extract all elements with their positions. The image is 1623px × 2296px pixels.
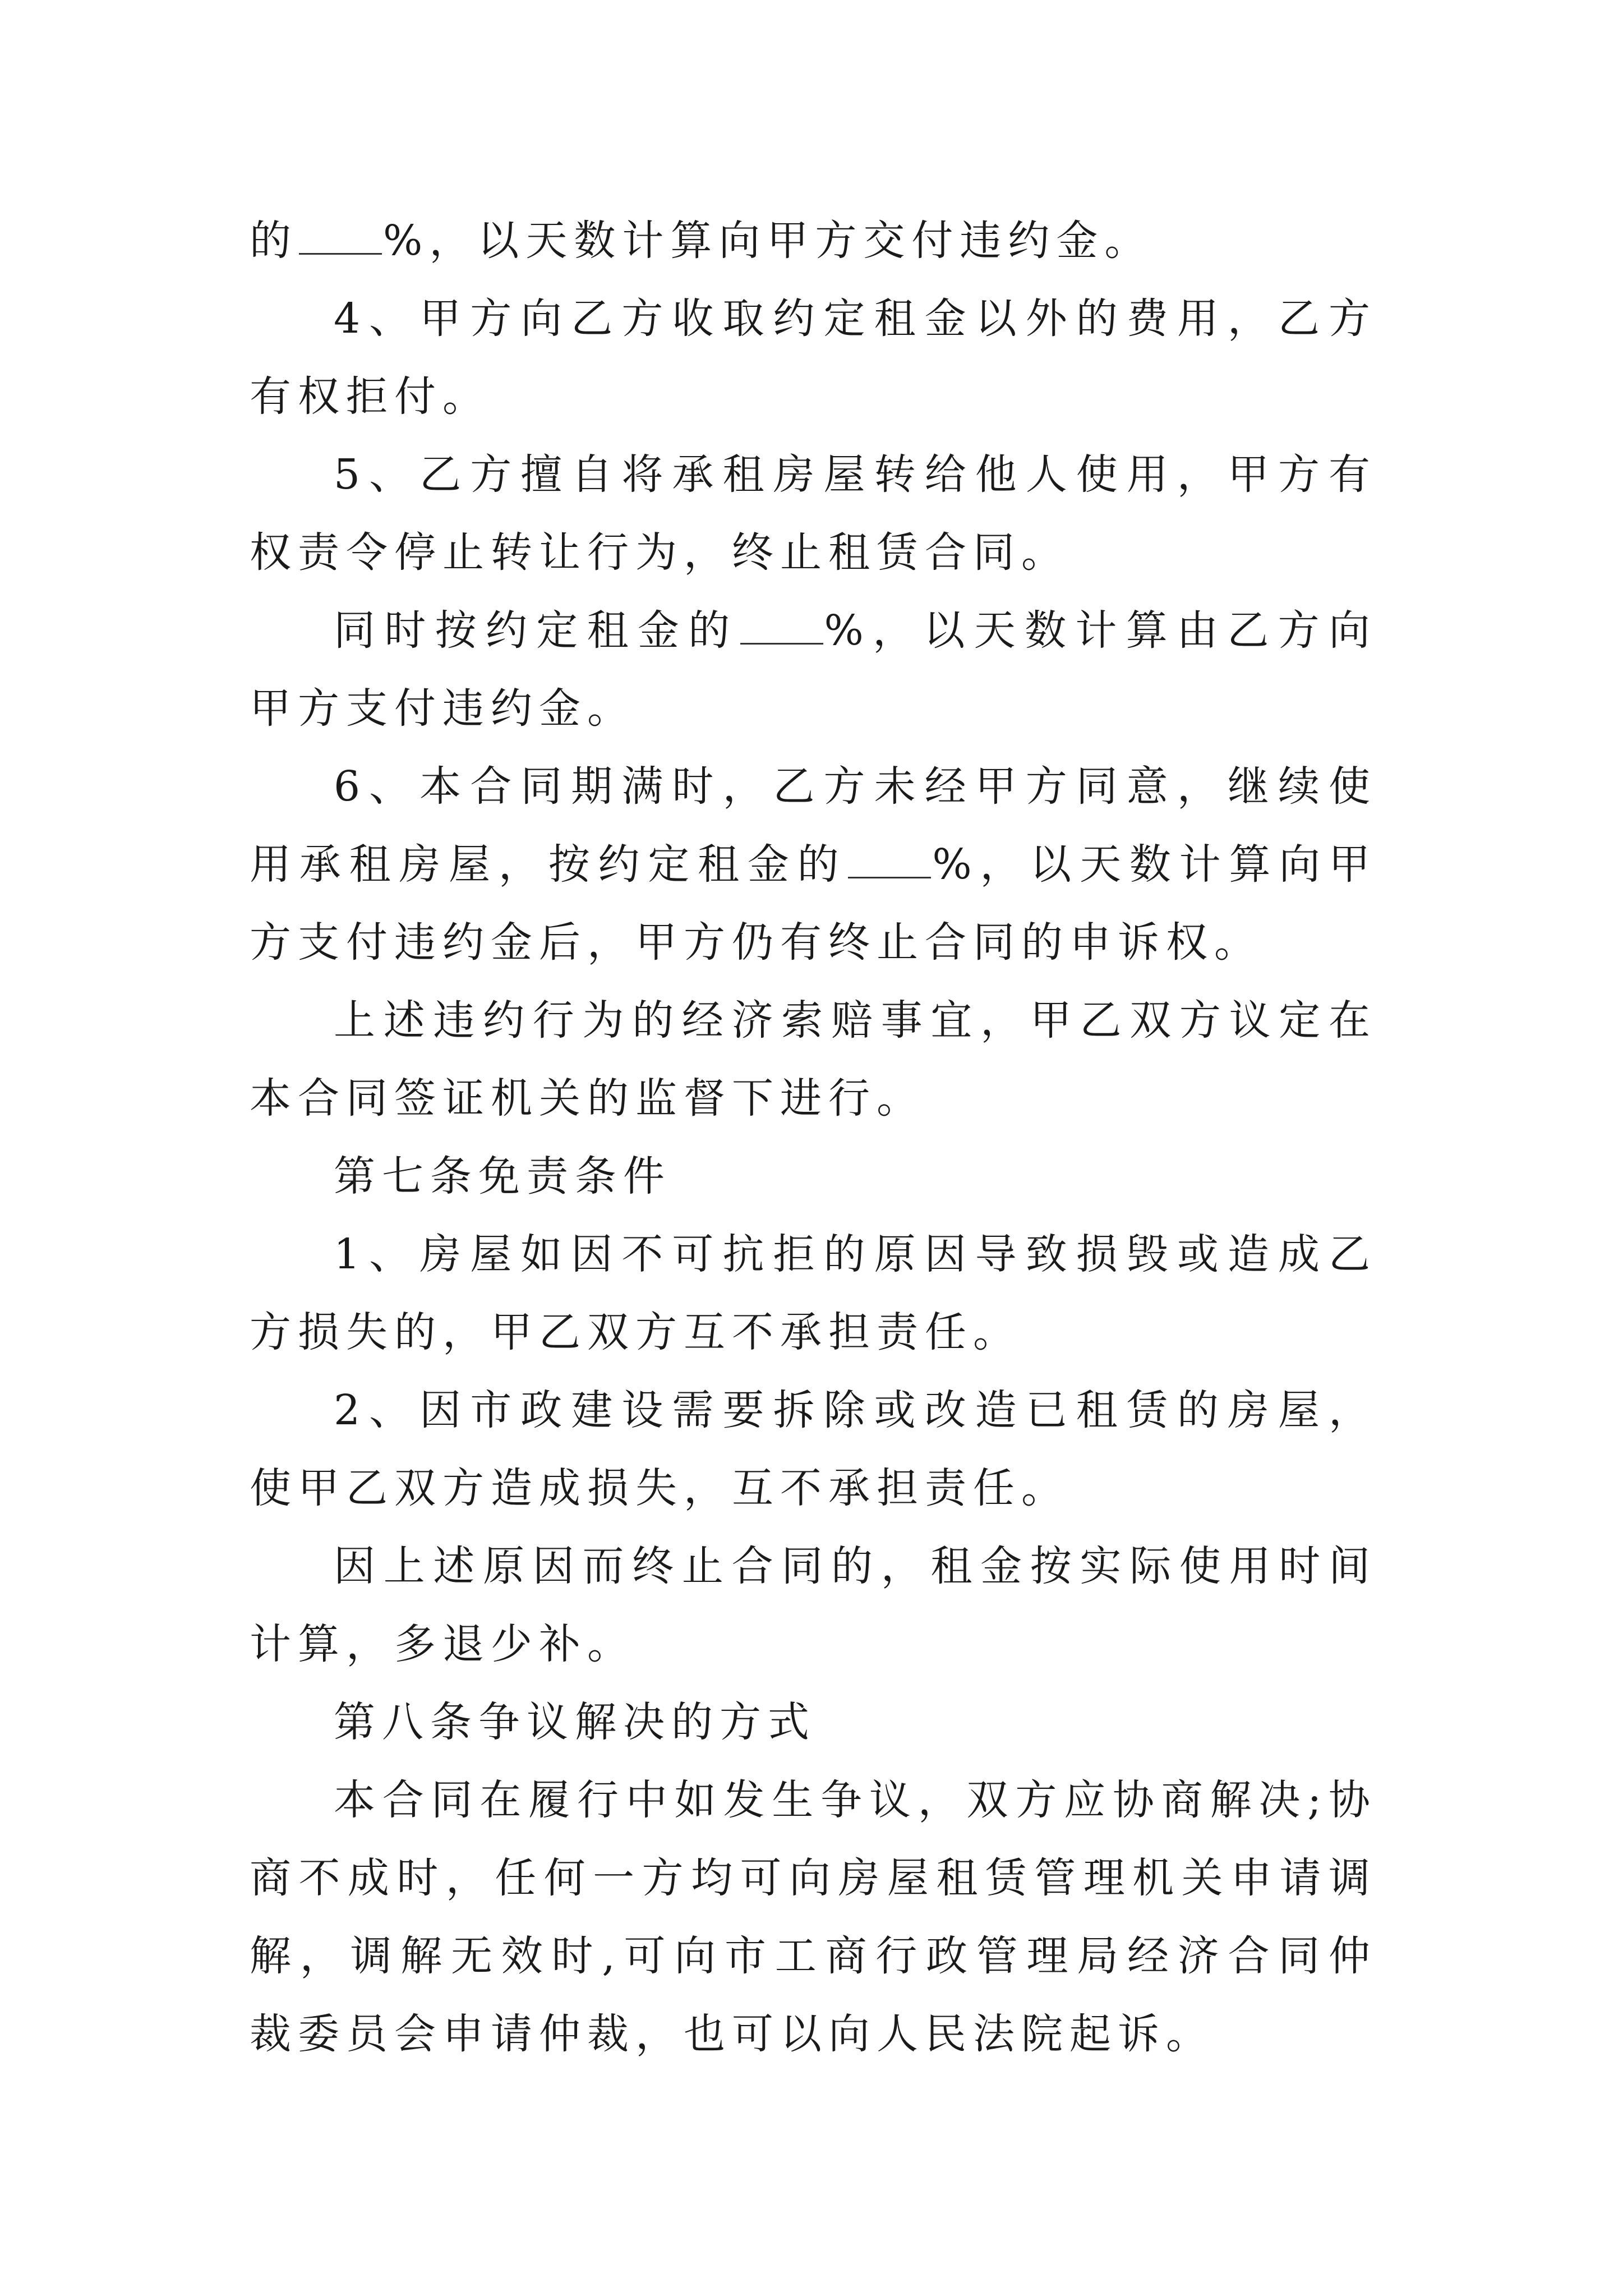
paragraph-text: 6、本合同期满时，乙方未经甲方同意，继续使用承租房屋，按约定租金的 — [250, 762, 1377, 889]
paragraph-text: 的 — [250, 217, 298, 265]
paragraph-text: %，以天数计算向甲方交付违约金。 — [383, 217, 1153, 265]
paragraph-claims-supervision: 上述违约行为的经济索赔事宜，甲乙双方议定在本合同签证机关的监督下进行。 — [250, 996, 1377, 1122]
paragraph-exemption-1: 1、房屋如因不可抗拒的原因导致损毁或造成乙方损失的，甲乙双方互不承担责任。 — [250, 1230, 1377, 1356]
paragraph-penalty-rate-continued — [250, 202, 1377, 280]
paragraph-clause-5: 5、乙方擅自将承租房屋转给他人使用，甲方有权责令停止转让行为，终止租赁合同。 — [250, 450, 1377, 577]
paragraph-text: %，以天数计算向甲方支付违约金后，甲方仍有终止合同的申诉权。 — [250, 840, 1377, 967]
paragraph-clause-6 — [250, 748, 1377, 982]
paragraph-exemption-2: 2、因市政建设需要拆除或改造已租赁的房屋，使甲乙双方造成损失，互不承担责任。 — [250, 1386, 1377, 1512]
blank-field — [848, 843, 931, 878]
blank-field — [740, 609, 823, 645]
blank-field — [299, 219, 382, 255]
paragraph-clause-5-penalty — [250, 592, 1377, 748]
paragraph-dispute-resolution: 本合同在履行中如发生争议，双方应协商解决;协商不成时，任何一方均可向房屋租赁管理机关申请调解，调解无效时,可向市工商行政管理局经济合同仲裁委员会申请仲裁，也可以向人民法院起诉。 — [250, 1776, 1377, 2058]
heading-article-8: 第八条争议解决的方式 — [334, 1698, 816, 1746]
paragraph-clause-4: 4、甲方向乙方收取约定租金以外的费用，乙方有权拒付。 — [250, 295, 1377, 421]
heading-article-7: 第七条免责条件 — [334, 1152, 671, 1200]
document-body — [250, 202, 1377, 2073]
paragraph-text: %，以天数计算由乙方向甲方支付违约金。 — [250, 606, 1377, 733]
paragraph-rent-settlement: 因上述原因而终止合同的，租金按实际使用时间计算，多退少补。 — [250, 1542, 1377, 1668]
paragraph-text: 同时按约定租金的 — [334, 606, 739, 655]
